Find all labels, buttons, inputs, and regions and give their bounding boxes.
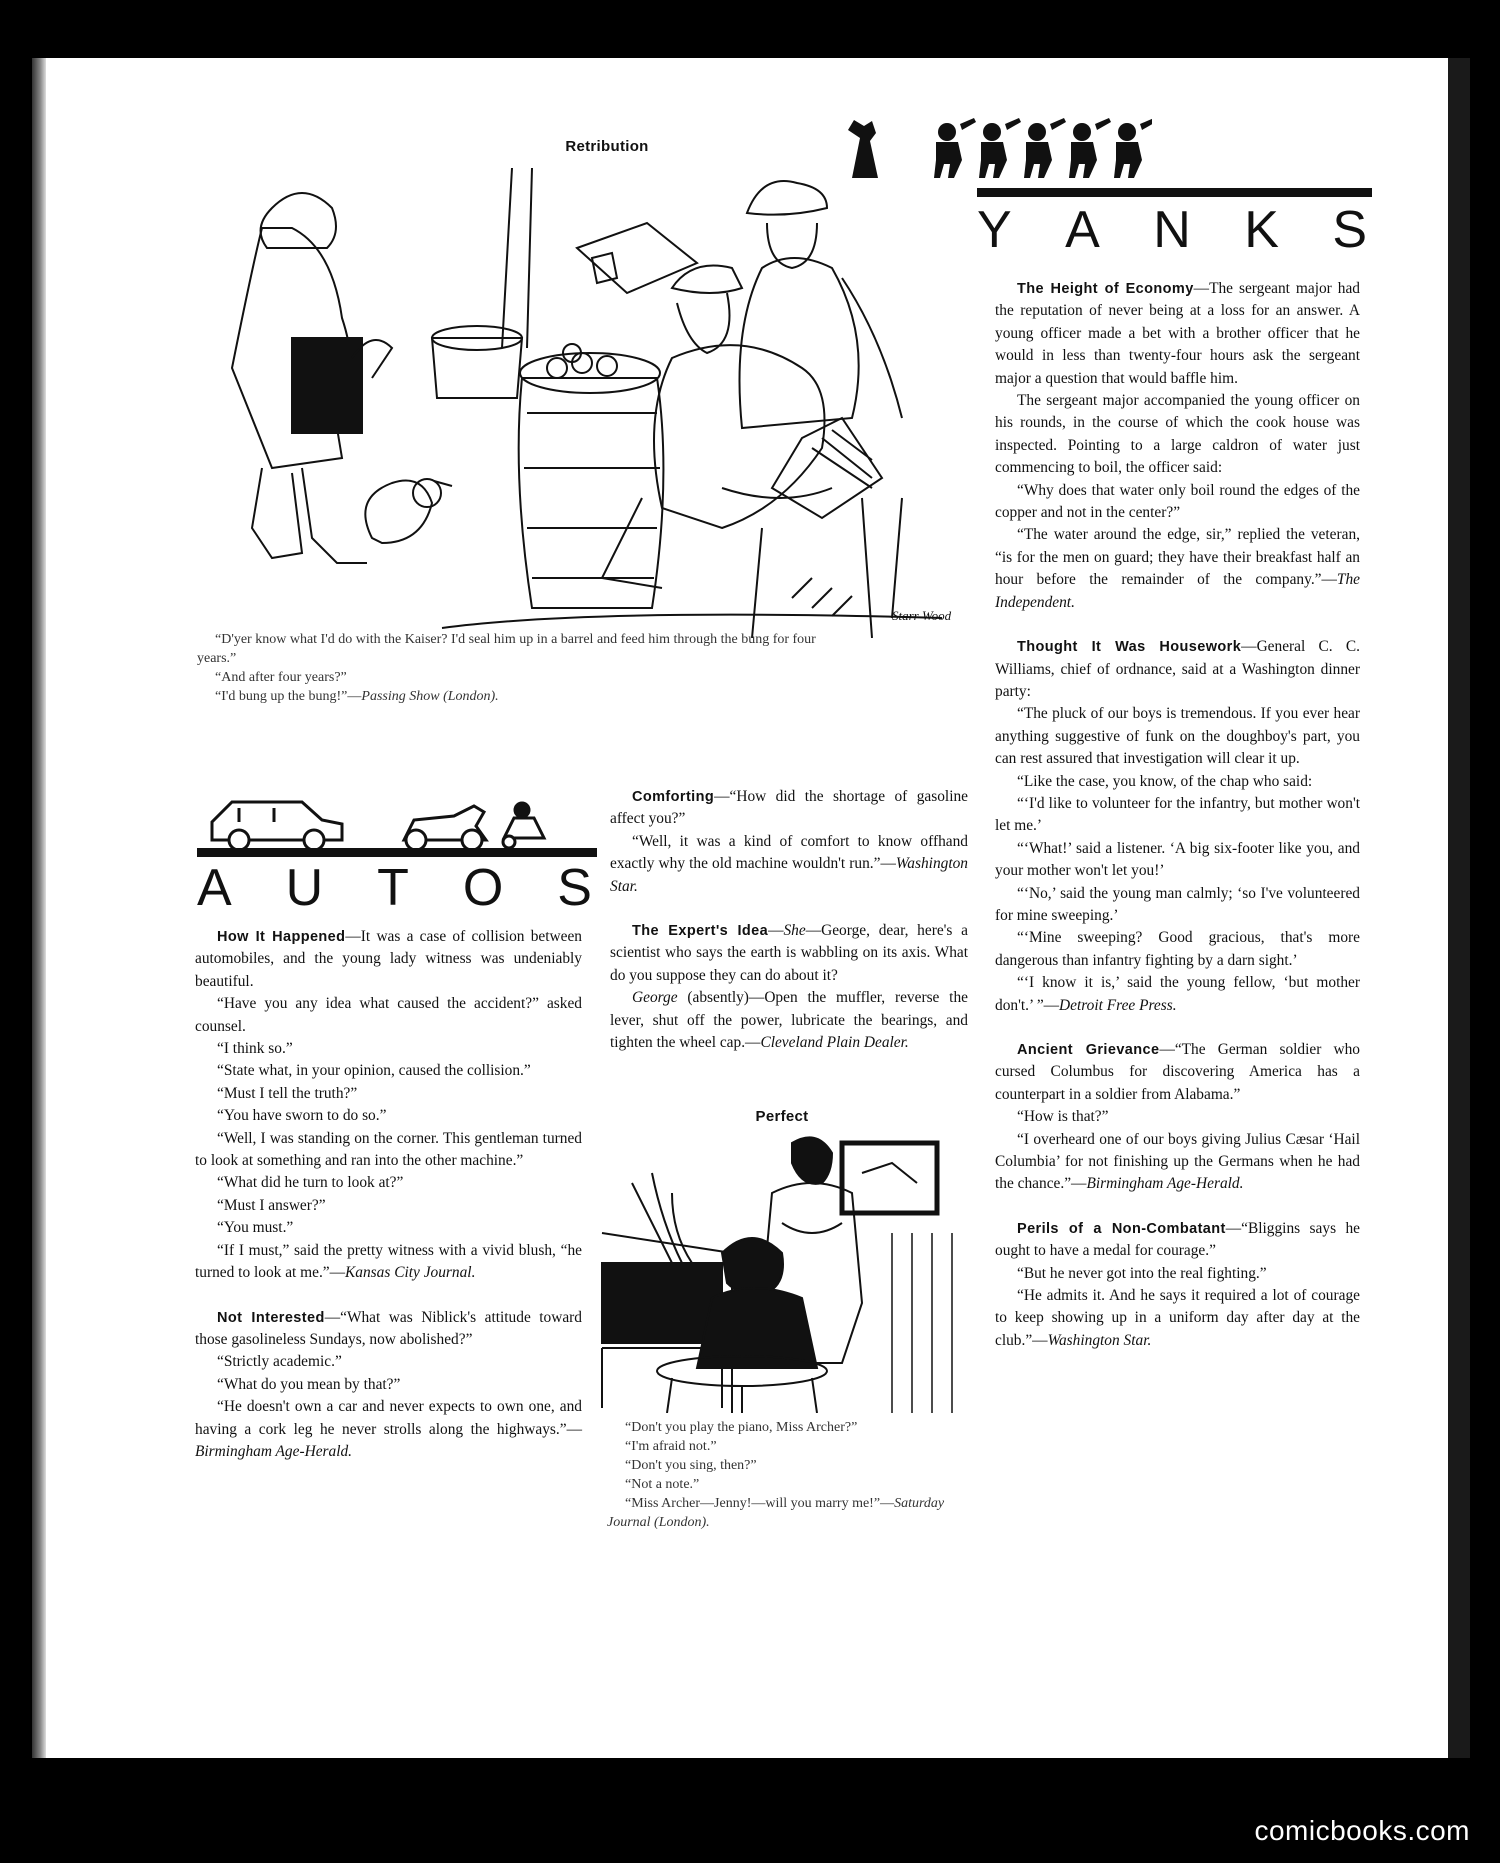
perfect-title: Perfect (755, 1108, 809, 1125)
perfect-source: Saturday Journal (London). (607, 1496, 945, 1530)
perfect-illustration (592, 1133, 972, 1413)
article-paragraph: “The pluck of our boys is tremendous. If you ever hear anything suggestive of funk on the doughboy's part, you can rest assured that investigation will clear it up. (995, 705, 1360, 768)
article-lead: How It Happened—It was a case of collision between automobiles, and the young lady witness was undeniably beautiful. (195, 928, 582, 990)
article-heading: Comforting (632, 789, 715, 805)
article-paragraph: “‘I know it is,’ said the young fellow, ‘but mother don't.’ ”—Detroit Free Press. (995, 974, 1360, 1014)
article-paragraph: “You must.” (217, 1219, 294, 1237)
article-paragraph: “If I must,” said the pretty witness with a vivid blush, “he turned to look at me.”—Kansas City Journal. (195, 1241, 582, 1282)
article-paragraph: “Must I tell the truth?” (217, 1084, 358, 1102)
article-lead: Perils of a Non-Combatant—“Bliggins says he ought to have a medal for courage.” (995, 1219, 1360, 1260)
banner-letter: N (1153, 201, 1191, 259)
perfect-caption-line: “Miss Archer—Jenny!—will you marry me!”—Saturday Journal (London). (607, 1496, 945, 1530)
article-paragraph: “Like the case, you know, of the chap who said: (1017, 772, 1313, 790)
perfect-caption (607, 1418, 967, 1532)
perfect-caption-line: “Don't you play the piano, Miss Archer?” (625, 1420, 858, 1435)
article-paragraph: “Why does that water only boil round the edges of the copper and not in the center?” (995, 481, 1360, 522)
article-source: Detroit Free Press. (1059, 996, 1177, 1014)
article-lead: Not Interested—“What was Niblick's attitude toward those gasolineless Sundays, now abolished?” (195, 1308, 582, 1348)
article-lead: Ancient Grievance—“The German soldier who cursed Columbus for discovering America has a counterpart in a soldier from Alabama.” (995, 1041, 1360, 1103)
perfect-caption-line: “Don't you sing, then?” (625, 1458, 757, 1473)
yanks-banner-rule (977, 188, 1372, 197)
middle-column (610, 786, 968, 1054)
retribution-caption (197, 630, 832, 706)
retribution-caption-line: “And after four years?” (215, 670, 347, 685)
article-paragraph: “What do you mean by that?” (217, 1375, 401, 1393)
article-heading: The Height of Economy (1017, 281, 1194, 297)
article-paragraph: “‘I'd like to volunteer for the infantry, but mother won't let me.’ (995, 794, 1360, 835)
retribution-title: Retribution (565, 138, 649, 155)
article-source: Cleveland Plain Dealer. (760, 1034, 909, 1052)
article-paragraph: “Strictly academic.” (217, 1353, 342, 1371)
article-paragraph: George (absently)—Open the muffler, reverse the lever, shut off the power, lubricate the bearings, and tighten the wheel cap.—Cleveland Plain Dealer. (610, 989, 968, 1052)
yanks-column (995, 278, 1360, 1352)
article-paragraph: “Must I answer?” (217, 1196, 326, 1214)
article-source: The Independent. (995, 571, 1360, 611)
article-paragraph: “‘Mine sweeping? Good gracious, that's more dangerous than infantry fighting by a darn sight.’ (995, 929, 1360, 969)
article-paragraph: “I overheard one of our boys giving Julius Cæsar ‘Hail Columbia’ for not finishing up the Germans when he had the chance.”—Birmingham Age-Herald. (995, 1130, 1360, 1193)
autos-banner-title (197, 858, 592, 918)
article-lead: The Height of Economy—The sergeant major had the reputation of never being at a loss for an answer. A young officer made a bet with a brother officer that he would in less than twenty-four hours ask the sergeant major a question that would baffle him. (995, 280, 1360, 387)
article-paragraph: “But he never got into the real fighting.” (1017, 1264, 1267, 1282)
retribution-illustration (202, 168, 982, 638)
page-edge (1448, 58, 1470, 1758)
article-lead: Comforting—“How did the shortage of gasoline affect you?” (610, 788, 968, 828)
retribution-signature: Starr Wood (892, 608, 952, 623)
retribution-caption-line: “D'yer know what I'd do with the Kaiser? I'd seal him up in a barrel and feed him through the bung for four years.” (197, 632, 816, 666)
article-paragraph: “Well, I was standing on the corner. This gentleman turned to look at something and ran into the other machine.” (195, 1129, 582, 1170)
yanks-soldiers-icon (822, 118, 1152, 180)
article-heading: Ancient Grievance (1017, 1042, 1160, 1058)
article-lead: The Expert's Idea—She—George, dear, here's a scientist who says the earth is wabbling on its axis. What do you suppose they can do about it? (610, 922, 968, 984)
banner-letter: U (285, 859, 324, 917)
article-paragraph: “State what, in your opinion, caused the collision.” (217, 1062, 531, 1080)
banner-letter: O (462, 859, 504, 917)
banner-letter: K (1244, 201, 1279, 259)
article-paragraph: “How is that?” (1017, 1108, 1109, 1126)
article-paragraph: “‘What!’ said a listener. ‘A big six-footer like you, and your mother won't let you!’ (995, 839, 1360, 880)
article-paragraph: “Well, it was a kind of comfort to know offhand exactly why the old machine wouldn't run.”—Washington Star. (610, 832, 968, 895)
article-lead: Thought It Was Housework—General C. C. Williams, chief of ordnance, said at a Washington dinner party: (995, 638, 1360, 700)
article-source: Birmingham Age-Herald. (1086, 1175, 1244, 1193)
article-paragraph: “He admits it. And he says it required a lot of courage to keep showing up in a uniform day after day at the club.”—Washington Star. (995, 1287, 1360, 1349)
article-paragraph: “What did he turn to look at?” (217, 1174, 404, 1192)
article-heading: Not Interested (217, 1309, 325, 1326)
magazine-page (32, 58, 1470, 1758)
autos-column (195, 926, 582, 1463)
article-paragraph: “Have you any idea what caused the accident?” asked counsel. (195, 995, 582, 1035)
article-paragraph: “The water around the edge, sir,” replied the veteran, “is for the men on guard; they have their breakfast half an hour before the remainder of the company.”—The Independent. (995, 526, 1360, 611)
banner-letter: S (1332, 201, 1367, 259)
article-source: Washington Star. (1047, 1331, 1152, 1349)
article-paragraph: The sergeant major accompanied the young officer on his rounds, in the course of which the cook house was inspected. Pointing to a large caldron of water just commencing to boil, the officer said: (995, 392, 1360, 477)
article-paragraph: “I think so.” (217, 1040, 293, 1058)
perfect-caption-line: “Not a note.” (625, 1477, 700, 1492)
article-paragraph: “He doesn't own a car and never expects to own one, and having a cork leg he never strolls along the highways.”—Birmingham Age-Herald. (195, 1398, 582, 1460)
watermark: comicbooks.com (1254, 1815, 1470, 1846)
banner-letter: A (197, 859, 232, 917)
article-heading: Perils of a Non-Combatant (1017, 1220, 1226, 1237)
banner-letter: Y (977, 201, 1012, 259)
yanks-banner-title (977, 200, 1367, 260)
article-heading: How It Happened (217, 929, 346, 945)
perfect-caption-line: “I'm afraid not.” (625, 1439, 717, 1454)
retribution-caption-line: “I'd bung up the bung!”—Passing Show (London). (215, 689, 499, 704)
banner-letter: A (1065, 201, 1100, 259)
autos-banner-rule (197, 848, 597, 857)
article-source: Washington Star. (610, 855, 968, 895)
retribution-source: Passing Show (London). (361, 689, 499, 704)
article-paragraph: “You have sworn to do so.” (217, 1107, 387, 1125)
autos-cars-icon (204, 800, 594, 852)
article-source: Birmingham Age-Herald. (195, 1442, 353, 1460)
article-heading: Thought It Was Housework (1017, 639, 1242, 656)
banner-letter: S (557, 859, 592, 917)
article-heading: The Expert's Idea (632, 923, 769, 940)
article-paragraph: “‘No,’ said the young man calmly; ‘so I've volunteered for mine sweeping.’ (995, 884, 1360, 924)
book-spine (32, 58, 46, 1758)
banner-letter: T (377, 859, 409, 917)
article-source: Kansas City Journal. (345, 1264, 476, 1282)
